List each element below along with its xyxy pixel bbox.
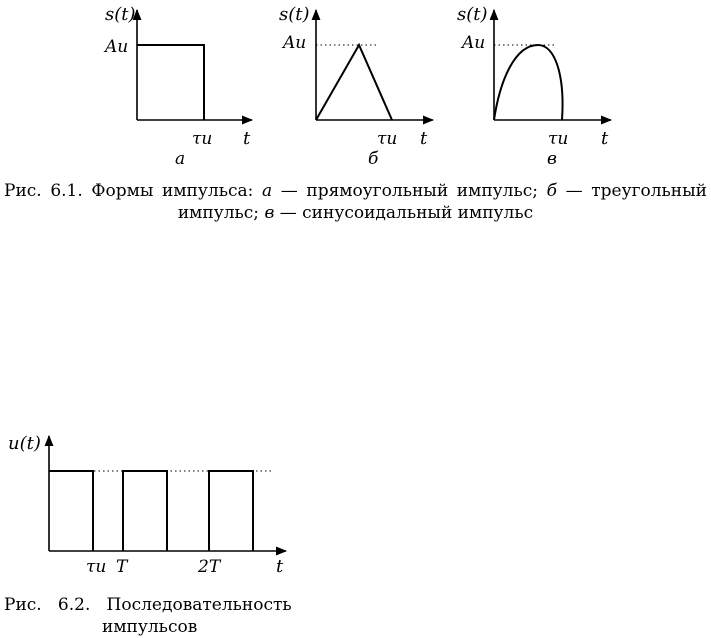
caption1-b-text: — треугольный импульс; bbox=[177, 181, 707, 223]
panel-a bbox=[103, 4, 252, 169]
fig2-ylabel: u(t) bbox=[8, 433, 41, 454]
fig2-pulse-2 bbox=[123, 471, 167, 551]
fig2-tick-2T: 2T bbox=[198, 557, 221, 577]
panel-a-pulse bbox=[137, 45, 204, 120]
figure-2-caption bbox=[4, 594, 304, 638]
panel-a-ylabel: s(t) bbox=[105, 4, 136, 25]
figure-2-plot bbox=[8, 433, 286, 577]
panel-a-xlabel: t bbox=[243, 128, 251, 149]
panel-b bbox=[279, 4, 433, 169]
panel-v-ylabel: s(t) bbox=[457, 4, 488, 25]
panel-v-tau-label: τи bbox=[548, 129, 569, 149]
caption1-v-letter: в bbox=[264, 203, 275, 223]
panel-v-pulse bbox=[494, 45, 563, 120]
panel-b-sublabel: б bbox=[368, 149, 379, 169]
caption1-v-text: — синусоидальный импульс bbox=[274, 203, 534, 223]
panel-v-xlabel: t bbox=[601, 128, 609, 149]
caption2-line1: Рис. 6.2. Последовательность bbox=[4, 595, 292, 615]
panel-b-amp-label: Aи bbox=[283, 33, 307, 53]
figure-1-caption bbox=[4, 180, 707, 224]
fig2-xlabel: t bbox=[276, 556, 284, 577]
panel-a-sublabel: а bbox=[175, 149, 186, 169]
caption1-a-letter: а bbox=[261, 181, 273, 201]
fig2-pulse-3 bbox=[209, 471, 253, 551]
panel-b-xlabel: t bbox=[420, 128, 428, 149]
fig2-pulse-1 bbox=[49, 471, 93, 551]
fig2-tick-tau: τи bbox=[86, 557, 107, 577]
panel-v-amp-label: Aи bbox=[462, 33, 486, 53]
caption1-a-text: — прямоугольный импульс; bbox=[272, 181, 547, 201]
caption1-prefix: Рис. 6.1. Формы импульса: bbox=[4, 181, 262, 201]
panel-a-amp-label: Aи bbox=[105, 37, 129, 57]
caption2-line2: импульсов bbox=[102, 617, 198, 637]
panel-v bbox=[457, 4, 611, 169]
fig2-tick-T: T bbox=[116, 557, 128, 577]
panel-b-pulse bbox=[316, 45, 392, 120]
panel-v-sublabel: в bbox=[547, 149, 557, 169]
panel-b-ylabel: s(t) bbox=[279, 4, 310, 25]
caption1-b-letter: б bbox=[546, 181, 557, 201]
panel-a-tau-label: τи bbox=[192, 129, 213, 149]
panel-b-tau-label: τи bbox=[377, 129, 398, 149]
